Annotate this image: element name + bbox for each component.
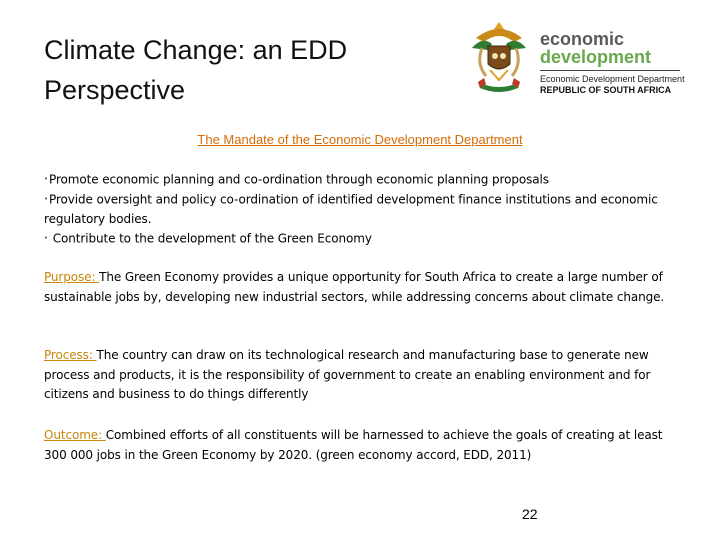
list-item: • Contribute to the development of the Green Economy	[44, 231, 372, 246]
process-text: The country can draw on its technological research and manufacturing base to generate new process and products, it is the responsibility of government to create an enabling environment and for citizens and business to do things differently	[44, 348, 651, 401]
page-number: 22	[522, 506, 538, 522]
mandate-heading: The Mandate of the Economic Development Department	[197, 132, 523, 147]
purpose-text: The Green Economy provides a unique opportunity for South Africa to create a large number of sustainable jobs by, developing new industrial sectors, while addressing concerns about climate change.	[44, 270, 665, 304]
logo-word-economic: economic	[540, 29, 625, 49]
outcome-text: Combined efforts of all constituents will be harnessed to achieve the goals of creating at least 300 000 jobs in the Green Economy by 2020. (green economy accord, EDD, 2011)	[44, 428, 663, 462]
logo-divider	[540, 70, 680, 71]
purpose-paragraph	[44, 268, 684, 307]
bullet-icon: •	[44, 175, 49, 183]
outcome-label: Outcome:	[44, 428, 106, 442]
process-paragraph	[44, 346, 684, 405]
list-item: •Provide oversight and policy co-ordination of identified development finance institutions and economic regulatory bodies.	[44, 192, 658, 226]
slide-title: Climate Change: an EDD Perspective	[44, 35, 348, 105]
list-item: •Promote economic planning and co-ordination through economic planning proposals	[44, 172, 549, 187]
logo-department-name: Economic Development Department	[540, 74, 685, 84]
mandate-list	[44, 170, 684, 249]
coat-of-arms-icon	[468, 18, 530, 96]
purpose-label: Purpose:	[44, 270, 100, 284]
edd-logo	[540, 30, 710, 96]
bullet-icon: •	[44, 194, 49, 203]
logo-word-development: development	[540, 47, 652, 67]
bullet-icon: •	[44, 234, 49, 242]
logo-republic: REPUBLIC OF SOUTH AFRICA	[540, 85, 672, 95]
outcome-paragraph	[44, 426, 684, 465]
process-label: Process:	[44, 348, 97, 362]
